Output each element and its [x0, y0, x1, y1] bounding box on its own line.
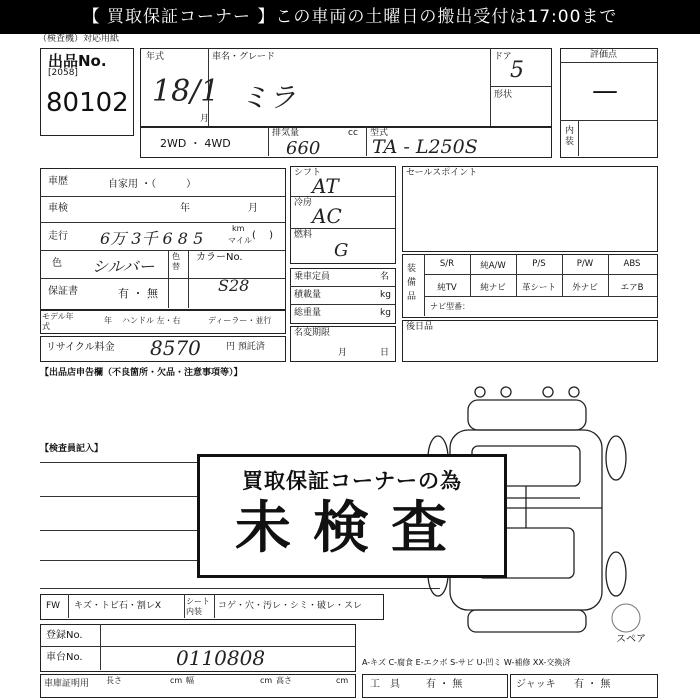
rating-value: —: [592, 76, 618, 106]
color-code-label: カラーNo.: [196, 252, 243, 263]
shift-value: AT: [312, 174, 339, 198]
displacement-unit: cc: [348, 128, 358, 138]
fw-text: キズ・トビ石・割レX: [74, 601, 161, 611]
mileage-paren: ( ): [252, 230, 273, 241]
drive-value: 2WD ・ 4WD: [160, 137, 231, 150]
equipment-item: P/W: [576, 259, 594, 269]
lot-number: 80102: [46, 88, 129, 118]
ac-label: 冷房: [294, 198, 313, 208]
damage-legend: A-キズ C-腐食 E-エクボ S-サビ U-凹ミ W-補修 XX-交換済: [362, 658, 571, 667]
year-label: 年式: [146, 52, 165, 62]
history-value: 自家用 ・（ ）: [108, 179, 197, 190]
not-inspected-stamp: [197, 454, 507, 578]
color-label: 色: [52, 258, 62, 269]
displacement-value: 660: [286, 138, 321, 159]
warranty-value: 有 ・ 無: [118, 287, 158, 300]
mileage-label: 走行: [48, 231, 68, 242]
displacement-label: 排気量: [272, 128, 300, 138]
name-label: 車名・グレード: [212, 52, 276, 62]
name-value: ミラ: [240, 81, 297, 114]
fuel-value: G: [334, 240, 349, 261]
shift-label: シフト: [294, 168, 322, 178]
jack-value: 有 ・ 無: [574, 679, 611, 690]
rating-label: 評価点: [590, 50, 618, 60]
report-label: 【出品店申告欄（不良箇所・欠品・注意事項等）】: [40, 368, 243, 378]
gross-unit: kg: [380, 308, 391, 318]
cert-cm-3: cm: [336, 676, 349, 685]
later-box: [402, 320, 658, 362]
equipment-item: 外ナビ: [572, 283, 598, 293]
reg-date-day: 日: [380, 348, 390, 358]
cert-label: 車庫証明用: [44, 679, 90, 689]
fw-seat: シート内装: [186, 597, 210, 616]
year-value: 18/1: [152, 74, 220, 109]
model-year-handle: ハンドル 左・右: [122, 316, 181, 325]
equipment-item: ABS: [623, 259, 641, 269]
cert-cm-2: cm: [260, 676, 273, 685]
inspection-month: 月: [248, 203, 258, 214]
cert-height: 高さ: [276, 676, 292, 685]
model-label: 型式: [370, 128, 389, 138]
tools-label: 工 具: [370, 679, 400, 690]
color-value: シルバー: [92, 257, 155, 276]
fw-label: FW: [46, 601, 61, 611]
header-note: （検査機）対応用紙: [38, 34, 120, 44]
fuel-label: 燃料: [294, 230, 313, 240]
cert-length: 長さ: [106, 676, 122, 685]
recycle-label: リサイクル料金: [46, 342, 115, 353]
inspection-label: 車検: [48, 203, 68, 214]
equipment-item: S/R: [439, 259, 455, 269]
mileage-unit-km: km: [232, 224, 245, 233]
model-year-label: モデル年式: [42, 312, 74, 331]
shape-label: 形状: [494, 90, 513, 100]
capacity-label: 乗車定員: [294, 272, 331, 282]
warranty-label: 保証書: [48, 286, 78, 297]
model-value: TA - L250S: [372, 136, 478, 158]
top-banner: 【 買取保証コーナー 】この車両の土曜日の搬出受付は17:00まで: [0, 0, 700, 34]
jack-label: ジャッキ: [516, 679, 556, 690]
equipment-item: 純A/W: [480, 261, 506, 271]
equipment-item: 純ナビ: [480, 283, 506, 293]
door-value: 5: [510, 58, 524, 83]
load-label: 積載量: [294, 290, 322, 300]
cert-cm-1: cm: [170, 676, 183, 685]
reg-date-label: 名変期限: [294, 328, 331, 338]
mileage-unit-mile: マイル: [228, 236, 252, 245]
equipment-item: 純TV: [437, 283, 457, 293]
later-label: 後日品: [406, 322, 434, 332]
stamp-line2: 未検査: [235, 496, 469, 561]
year-month-unit: 月: [200, 114, 210, 124]
stamp-line1: 買取保証コーナーの為: [242, 469, 462, 493]
fw-text2: コゲ・穴・汚レ・シミ・破レ・スレ: [218, 601, 363, 611]
chassis-value: 0110808: [176, 646, 266, 670]
model-year-dealer: ディーラー・並行: [208, 316, 272, 325]
nav-label: ナビ型番：: [430, 302, 470, 311]
model-year-unit: 年: [104, 316, 112, 325]
equipment-item: P/S: [532, 259, 546, 269]
history-label: 車歴: [48, 176, 68, 187]
chassis-label: 車台No.: [46, 652, 83, 663]
lot-label: 出品No.: [48, 52, 107, 70]
recycle-value: 8570: [150, 336, 201, 360]
interior-label: 内装: [565, 126, 575, 147]
gross-label: 総重量: [294, 308, 322, 318]
sales-label: セールスポイント: [406, 168, 478, 178]
cert-width: 幅: [186, 676, 194, 685]
equipment-item: エアB: [620, 283, 644, 293]
color-sub: 色替: [172, 252, 180, 271]
registration-label: 登録No.: [46, 630, 83, 641]
capacity-unit: 名: [380, 272, 390, 282]
ac-value: AC: [312, 204, 342, 228]
door-label: ドア: [494, 52, 512, 62]
inspection-year: 年: [180, 203, 190, 214]
tools-value: 有 ・ 無: [426, 679, 463, 690]
equipment-item: 革シート: [521, 283, 556, 293]
color-code: S28: [218, 276, 250, 295]
recycle-unit: 円 預託済: [226, 342, 265, 352]
spare-label: スペア: [616, 634, 646, 645]
lot-sub: [2058]: [48, 68, 78, 78]
load-unit: kg: [380, 290, 391, 300]
equipment-label: 装備品: [407, 264, 417, 302]
reg-date-month: 月: [338, 348, 348, 358]
inspector-label: 【検査員記入】: [40, 444, 104, 454]
mileage-value: 6万 3千 6 8 5: [100, 229, 204, 248]
